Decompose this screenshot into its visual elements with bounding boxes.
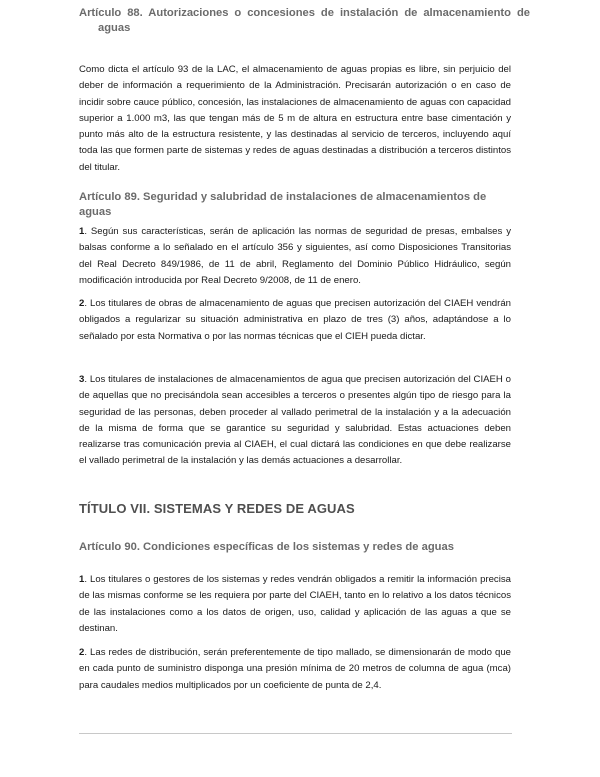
- item-number: 2: [79, 298, 85, 309]
- item-text: . Los titulares o gestores de los sistemas y redes vendrán obligados a remitir la información precisa de las mismas conforme se les requiera por parte del CIAEH, tanto en lo relativo a los datos técnicos de las instalaciones como a los datos de origen, uso, calidad y aplicación de las aguas a que se destinan.: [79, 574, 511, 634]
- article-88-body: Como dicta el artículo 93 de la LAC, el almacenamiento de aguas propias es libre, sin perjuicio del deber de información a requerimiento de la Administración. Precisarán autorización o en caso de incidir sobre cauce público, concesión, las instalaciones de almacenamiento de aguas con capacidad superior a 1.000 m3, las que tengan más de 5 m de altura en estructura entre base cimentación y punto más alto de la estructura resistente, y las destinadas al servicio de terceros, incluyendo aquí toda las que formen parte de sistemas y redes de aguas destinadas a distribución a terceros distintos del titular.: [79, 64, 511, 173]
- item-number: 1: [79, 574, 85, 585]
- item-text: . Las redes de distribución, serán preferentemente de tipo mallado, se dimensionarán de modo que en cada punto de suministro disponga una presión mínima de 20 metros de columna de agua (mca) para caudales medios multiplicados por un coeficiente de punta de 2,4.: [79, 647, 511, 691]
- item-text: . Los titulares de obras de almacenamiento de aguas que precisen autorización del CIAEH vendrán obligados a regularizar su situación administrativa en plazo de tres (3) años, adaptándose a lo señalado por esta Normativa o por las normas técnicas que el CIEH pueda dictar.: [79, 298, 511, 342]
- article-89-item-1: [79, 224, 511, 289]
- article-89-item-2: [79, 296, 511, 345]
- article-89-heading: Artículo 89. Seguridad y salubridad de instalaciones de almacenamientos de aguas: [79, 191, 487, 218]
- article-89-item-3: [79, 372, 511, 470]
- item-text: . Según sus características, serán de aplicación las normas de seguridad de presas, embalses y balsas conforme a lo señalado en el artículo 356 y siguientes, así como Disposiciones Transitorias del Real Decreto 849/1986, de 11 de abril, Reglamento del Dominio Público Hidráulico, según modificación introducida por Real Decreto 9/2008, de 11 de enero.: [79, 226, 511, 286]
- article-90-item-2: [79, 645, 511, 694]
- item-number: 1: [79, 226, 85, 237]
- title-vii: TÍTULO VII. SISTEMAS Y REDES DE AGUAS: [79, 501, 355, 516]
- article-90-item-1: [79, 572, 511, 637]
- footer-divider: [79, 733, 512, 734]
- item-number: 2: [79, 647, 85, 658]
- article-90-heading: Artículo 90. Condiciones específicas de los sistemas y redes de aguas: [79, 541, 454, 553]
- item-number: 3: [79, 374, 85, 385]
- item-text: . Los titulares de instalaciones de almacenamientos de agua que precisen autorización del CIAEH o de aquellas que no precisándola sean accesibles a terceros o presentes algún tipo de riesgo para la seguridad de las personas, deben proceder al vallado perimetral de la instalación y a la adecuación de la misma de forma que se garantice su seguridad y salubridad. Estas actuaciones deben realizarse tras comunicación previa al CIAEH, el cual dictará las condiciones en que debe realizarse el vallado perimetral de la instalación y las demás actuaciones a desarrollar.: [79, 374, 511, 467]
- article-88-heading: Artículo 88. Autorizaciones o concesiones de instalación de almacenamiento de aguas: [79, 7, 530, 34]
